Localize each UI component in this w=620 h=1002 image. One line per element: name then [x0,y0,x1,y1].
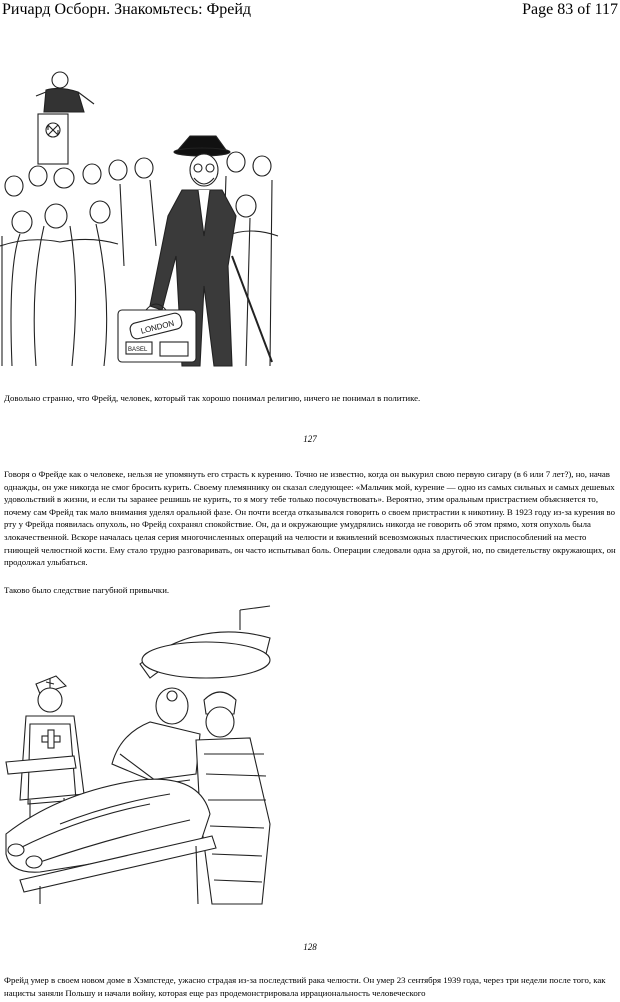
page-number-127: 127 [303,434,317,444]
page-number-128: 128 [303,942,317,952]
rally-drawing [0,66,280,376]
document-title: Ричард Осборн. Знакомьтесь: Фрейд [2,1,252,18]
luggage-label-london: LONDON [139,318,176,336]
death-paragraph: Фрейд умер в своем новом доме в Хэмпстеде, ужасно страдая из-за последствий рака челюсти. Он умер 23 сентября 1939 года, через три недели после того, как нацисты заняли Польшу и начали войну, которая еще раз продемонстрировала иррациональность человеческого [4,975,606,998]
caption-politics: Довольно странно, что Фрейд, человек, который так хорошо понимал религию, ничего не понимал в политике. [4,393,421,403]
smoking-paragraph: Говоря о Фрейде как о человеке, нельзя не упомянуть его страсть к курению. Точно не известно, когда он выкурил свою первую сигару (в 6 или 7 лет?), но, начав однажды, он уже никогда не смог бросить курить. Своему племяннику он сказал следующее: «Мальчик мой, курение — одно из самых сильных и самых дешевых удовольствий в жизни, и если ты заранее решишь не курить, то я могу тебе только посочувствовать». Вероятно, этим оральным пристрастием объясняется то, почему сам Фрейд так мало внимания уделял оральной фазе. Он почти всегда отказывался говорить о своем пристрастии к никотину. В 1923 году из-за курения во рту у Фрейда появилась опухоль, но Фрейд сохранял спокойствие. Он, да и окружающие умудрялись никогда не говорить об этом прямо, хотя опухоль была злокачественной. Вскоре началась целая серия многочисленных операций на челюсти и вживлений всевозможных пластических приспособлений на место гниющей челюстной кости. Ему стало трудно разговаривать, он часто испытывал боль. Операции следовали одна за другой, но, по свидетельству окружающих, он продолжал улыбаться. [4,469,616,568]
page-indicator: Page 83 of 117 [522,1,618,18]
surgery-illustration [0,604,278,906]
rally-illustration [0,66,280,376]
surgery-drawing [0,604,278,906]
luggage-label-basel: BASEL [128,347,148,353]
habit-caption: Таково было следствие пагубной привычки. [4,585,170,595]
